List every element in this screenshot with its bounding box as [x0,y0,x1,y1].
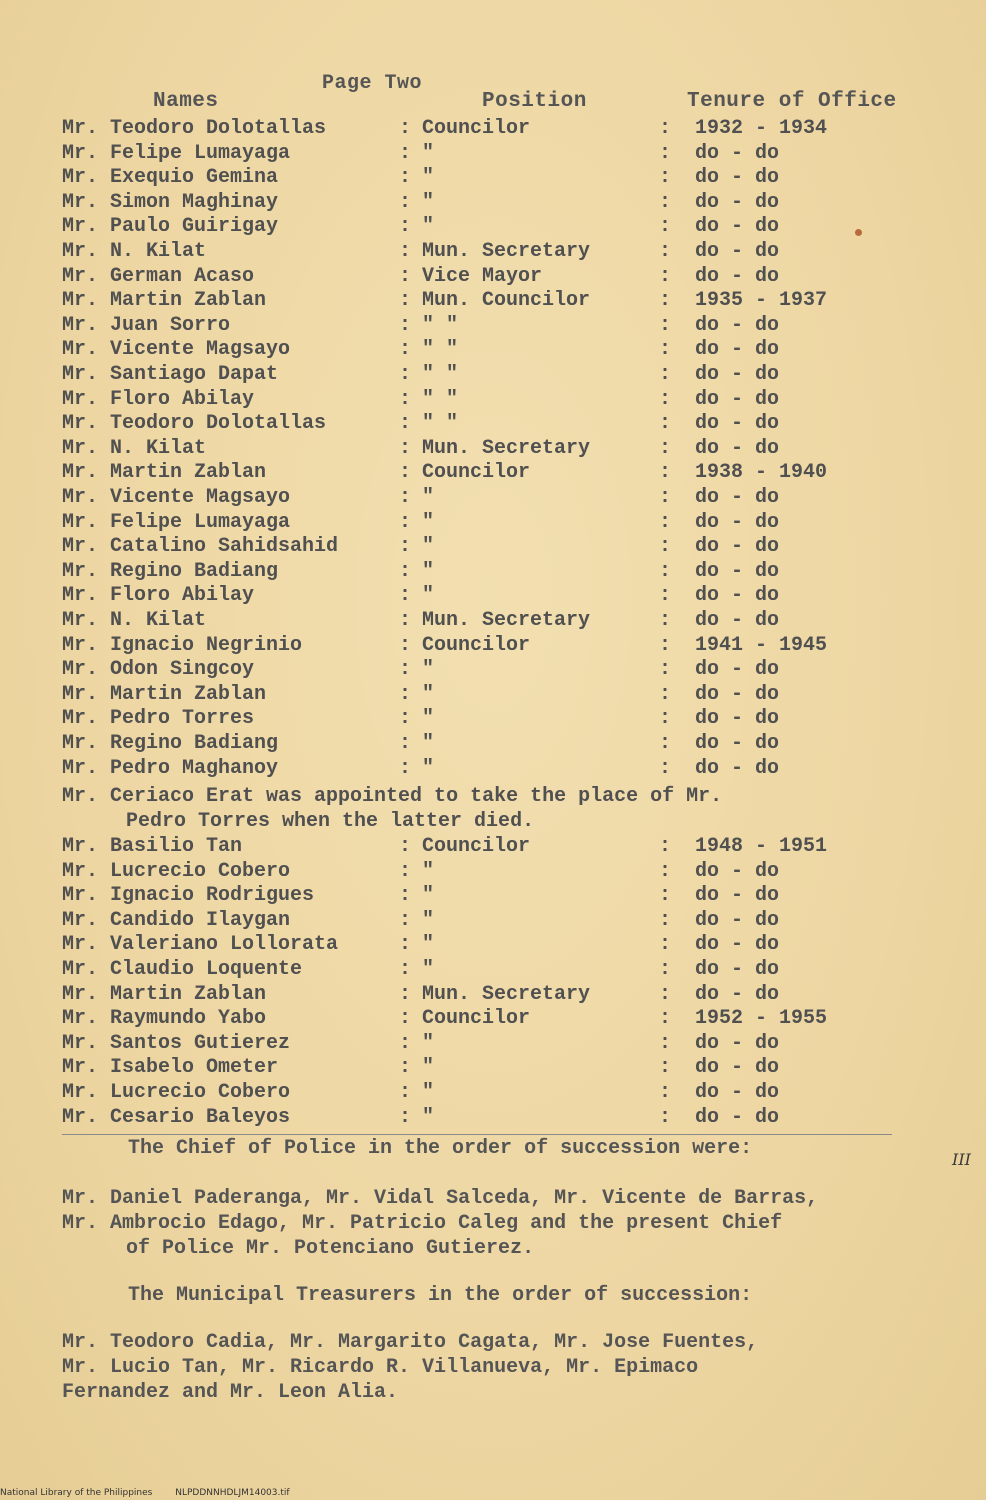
tenure-of-office: do - do [695,584,780,608]
table-row [62,983,962,1008]
tenure-of-office: 1938 - 1940 [695,461,828,485]
table-row [62,240,962,265]
separator: : [399,486,412,509]
tenure-of-office: do - do [695,707,780,731]
separator: : [399,461,412,485]
official-position: " " [422,338,459,362]
separator: : [399,732,412,755]
separator: : [659,982,672,1006]
tenure-of-office: do - do [695,884,780,908]
official-name: Mr. Teodoro Dolotallas [62,412,327,436]
official-position: " [422,166,435,190]
official-position: Councilor [422,633,531,657]
table-row [62,338,962,363]
separator: : [659,412,672,436]
official-position: Mun. Secretary [422,240,591,263]
separator: : [399,707,412,731]
official-position: " [422,859,435,883]
separator: : [399,633,412,657]
official-position: " [422,732,435,755]
table-row [62,560,962,585]
tenure-of-office: do - do [695,1081,780,1104]
separator: : [659,313,672,337]
separator: : [659,240,672,263]
tenure-of-office: do - do [695,609,780,632]
table-row [62,461,962,486]
official-name: Mr. Regino Badiang [62,732,279,755]
table-row [62,117,962,142]
separator: : [399,313,412,337]
separator: : [399,510,412,534]
tenure-of-office: do - do [695,1031,780,1055]
table-row [62,1032,962,1057]
separator: : [659,658,672,682]
separator: : [399,289,412,313]
official-position: " " [422,412,459,436]
separator: : [659,732,672,755]
official-name: Mr. Raymundo Yabo [62,1007,267,1031]
table-row [62,658,962,683]
official-position: " " [422,387,459,411]
official-name: Mr. Paulo Guirigay [62,215,279,239]
table-row [62,683,962,708]
table-row [62,909,962,934]
official-name: Mr. Ignacio Negrinio [62,633,303,657]
table-row [62,314,962,339]
note-line-1: Mr. Ceriaco Erat was appointed to take the place of Mr. [62,785,723,808]
official-name: Mr. Santiago Dapat [62,363,279,386]
separator: : [399,412,412,436]
separator: : [399,859,412,883]
tenure-of-office: do - do [695,510,780,534]
separator: : [659,363,672,386]
tenure-of-office: do - do [695,958,780,981]
separator: : [399,141,412,165]
underline-rule [62,1134,892,1135]
tenure-of-office: do - do [695,535,780,559]
official-name: Mr. Pedro Maghanoy [62,756,279,780]
tenure-of-office: do - do [695,859,780,883]
separator: : [399,215,412,239]
official-position: " [422,1031,435,1055]
separator: : [659,436,672,460]
official-position: Mun. Secretary [422,436,591,460]
official-position: " [422,510,435,534]
separator: : [399,240,412,263]
separator: : [659,535,672,559]
table-row [62,265,962,290]
tenure-of-office: do - do [695,387,780,411]
table-row [62,707,962,732]
separator: : [399,1056,412,1080]
official-name: Mr. Odon Singcoy [62,658,255,682]
official-position: " [422,933,435,957]
official-name: Mr. German Acaso [62,264,255,288]
tenure-of-office: 1935 - 1937 [695,289,828,313]
tenure-of-office: do - do [695,559,780,583]
table-row [62,142,962,167]
separator: : [399,535,412,559]
official-position: " [422,707,435,731]
separator: : [659,190,672,214]
official-name: Mr. Felipe Lumayaga [62,141,291,165]
tenure-of-office: do - do [695,215,780,239]
chief-line-1: Mr. Daniel Paderanga, Mr. Vidal Salceda, Mr. Vicente de Barras, [62,1187,819,1210]
official-name: Mr. N. Kilat [62,240,207,263]
separator: : [399,1081,412,1104]
official-name: Mr. Martin Zablan [62,682,267,706]
tenure-of-office: 1948 - 1951 [695,835,828,858]
separator: : [399,982,412,1006]
official-name: Mr. Basilio Tan [62,835,243,858]
tenure-of-office: do - do [695,933,780,957]
official-name: Mr. Floro Abilay [62,387,255,411]
separator: : [399,1105,412,1129]
official-name: Mr. Santos Gutierez [62,1031,291,1055]
separator: : [659,908,672,932]
separator: : [399,584,412,608]
official-position: " [422,682,435,706]
official-name: Mr. N. Kilat [62,436,207,460]
official-name: Mr. Isabelo Ometer [62,1056,279,1080]
official-position: Mun. Councilor [422,289,591,313]
chief-line-3: of Police Mr. Potenciano Gutierez. [126,1237,535,1260]
official-name: Mr. Juan Sorro [62,313,231,337]
table-row [62,412,962,437]
official-name: Mr. Ignacio Rodrigues [62,884,315,908]
separator: : [659,141,672,165]
separator: : [399,338,412,362]
official-name: Mr. Catalino Sahidsahid [62,535,339,559]
footer-file: NLPDDNNHDLJM14003.tif [175,1488,290,1498]
official-name: Mr. Felipe Lumayaga [62,510,291,534]
table-row [62,1106,962,1131]
tenure-of-office: do - do [695,436,780,460]
tenure-of-office: do - do [695,732,780,755]
table-row [62,1056,962,1081]
table-row [62,215,962,240]
official-position: " [422,958,435,981]
official-name: Mr. Martin Zablan [62,461,267,485]
table-row [62,933,962,958]
official-position: " [422,190,435,214]
separator: : [659,933,672,957]
official-name: Mr. Teodoro Dolotallas [62,117,327,140]
separator: : [659,166,672,190]
table-row [62,732,962,757]
official-position: Mun. Secretary [422,609,591,632]
official-position: " [422,756,435,780]
tenure-of-office: do - do [695,190,780,214]
official-name: Mr. Simon Maghinay [62,190,279,214]
treasurer-line-1: Mr. Teodoro Cadia, Mr. Margarito Cagata, Mr. Jose Fuentes, [62,1331,759,1354]
separator: : [399,682,412,706]
tenure-of-office: do - do [695,1105,780,1129]
official-position: " [422,215,435,239]
table-row [62,191,962,216]
separator: : [399,835,412,858]
official-position: " [422,884,435,908]
tenure-of-office: do - do [695,166,780,190]
separator: : [399,884,412,908]
official-name: Mr. Exequio Gemina [62,166,279,190]
official-name: Mr. Vicente Magsayo [62,486,291,509]
official-name: Mr. Vicente Magsayo [62,338,291,362]
tenure-of-office: do - do [695,1056,780,1080]
separator: : [399,190,412,214]
separator: : [399,958,412,981]
official-name: Mr. Candido Ilaygan [62,908,291,932]
separator: : [399,658,412,682]
separator: : [659,835,672,858]
header-names: Names [153,90,219,113]
chief-line-2: Mr. Ambrocio Edago, Mr. Patricio Caleg and the present Chief [62,1212,783,1235]
table-row [62,958,962,983]
official-position: " " [422,363,459,386]
separator: : [659,958,672,981]
official-position: Mun. Secretary [422,982,591,1006]
treasurers-heading: The Municipal Treasurers in the order of succession: [128,1284,753,1307]
official-name: Mr. Pedro Torres [62,707,255,731]
separator: : [399,117,412,140]
official-position: " [422,141,435,165]
separator: : [659,387,672,411]
separator: : [399,387,412,411]
tenure-of-office: do - do [695,338,780,362]
separator: : [659,1031,672,1055]
separator: : [659,707,672,731]
official-name: Mr. Cesario Baleyos [62,1105,291,1129]
tenure-of-office: do - do [695,908,780,932]
official-position: " [422,535,435,559]
official-position: Councilor [422,835,531,858]
tenure-of-office: do - do [695,682,780,706]
official-name: Mr. Lucrecio Cobero [62,1081,291,1104]
separator: : [659,486,672,509]
tenure-of-office: do - do [695,982,780,1006]
separator: : [659,756,672,780]
separator: : [659,510,672,534]
official-name: Mr. Regino Badiang [62,559,279,583]
separator: : [399,363,412,386]
header-position: Position [482,90,587,113]
official-position: Vice Mayor [422,264,543,288]
tenure-of-office: do - do [695,658,780,682]
official-position: Councilor [422,1007,531,1031]
header-tenure: Tenure of Office [687,90,897,113]
official-name: Mr. Martin Zablan [62,289,267,313]
note-line-2: Pedro Torres when the latter died. [126,810,535,833]
official-name: Mr. Lucrecio Cobero [62,859,291,883]
separator: : [659,289,672,313]
separator: : [399,609,412,632]
scan-footer [0,1488,310,1498]
separator: : [659,264,672,288]
separator: : [659,609,672,632]
separator: : [659,884,672,908]
separator: : [399,436,412,460]
separator: : [399,166,412,190]
separator: : [659,461,672,485]
tenure-of-office: do - do [695,141,780,165]
separator: : [659,559,672,583]
margin-mark: III [952,1150,971,1169]
official-name: Mr. N. Kilat [62,609,207,632]
official-name: Mr. Claudio Loquente [62,958,303,981]
official-position: " [422,1056,435,1080]
official-name: Mr. Valeriano Lollorata [62,933,339,957]
separator: : [399,559,412,583]
official-position: Councilor [422,461,531,485]
separator: : [659,117,672,140]
separator: : [659,215,672,239]
official-position: " [422,908,435,932]
separator: : [399,1031,412,1055]
table-row [62,511,962,536]
separator: : [659,1105,672,1129]
tenure-of-office: 1941 - 1945 [695,633,828,657]
table-row [62,388,962,413]
separator: : [659,1056,672,1080]
table-row [62,535,962,560]
tenure-of-office: do - do [695,486,780,509]
treasurer-line-2: Mr. Lucio Tan, Mr. Ricardo R. Villanueva, Mr. Epimaco [62,1356,699,1379]
treasurer-line-3: Fernandez and Mr. Leon Alia. [62,1381,399,1404]
table-row [62,486,962,511]
official-position: " [422,486,435,509]
tenure-of-office: do - do [695,264,780,288]
separator: : [659,584,672,608]
separator: : [659,859,672,883]
table-row [62,289,962,314]
tenure-of-office: 1952 - 1955 [695,1007,828,1031]
official-position: Councilor [422,117,531,140]
table-row [62,584,962,609]
tenure-of-office: do - do [695,756,780,780]
tenure-of-office: do - do [695,313,780,337]
official-name: Mr. Martin Zablan [62,982,267,1006]
table-row [62,609,962,634]
table-row [62,1007,962,1032]
official-position: " " [422,313,459,337]
separator: : [399,933,412,957]
official-position: " [422,559,435,583]
official-position: " [422,1081,435,1104]
separator: : [659,1007,672,1031]
table-row [62,634,962,659]
chief-of-police-heading: The Chief of Police in the order of succession were: [128,1137,753,1160]
table-row [62,1081,962,1106]
table-row [62,835,962,860]
page-title: Page Two [322,72,423,95]
tenure-of-office: do - do [695,412,780,436]
table-row [62,363,962,388]
official-name: Mr. Floro Abilay [62,584,255,608]
separator: : [659,633,672,657]
table-row [62,860,962,885]
table-row [62,166,962,191]
separator: : [659,1081,672,1104]
tenure-of-office: do - do [695,240,780,263]
separator: : [659,682,672,706]
official-position: " [422,1105,435,1129]
separator: : [399,264,412,288]
tenure-of-office: do - do [695,363,780,386]
official-position: " [422,658,435,682]
official-position: " [422,584,435,608]
table-row [62,437,962,462]
table-row [62,757,962,782]
footer-library: National Library of the Philippines [0,1488,153,1498]
separator: : [399,756,412,780]
table-row [62,884,962,909]
separator: : [659,338,672,362]
tenure-of-office: 1932 - 1934 [695,117,828,140]
separator: : [399,908,412,932]
separator: : [399,1007,412,1031]
